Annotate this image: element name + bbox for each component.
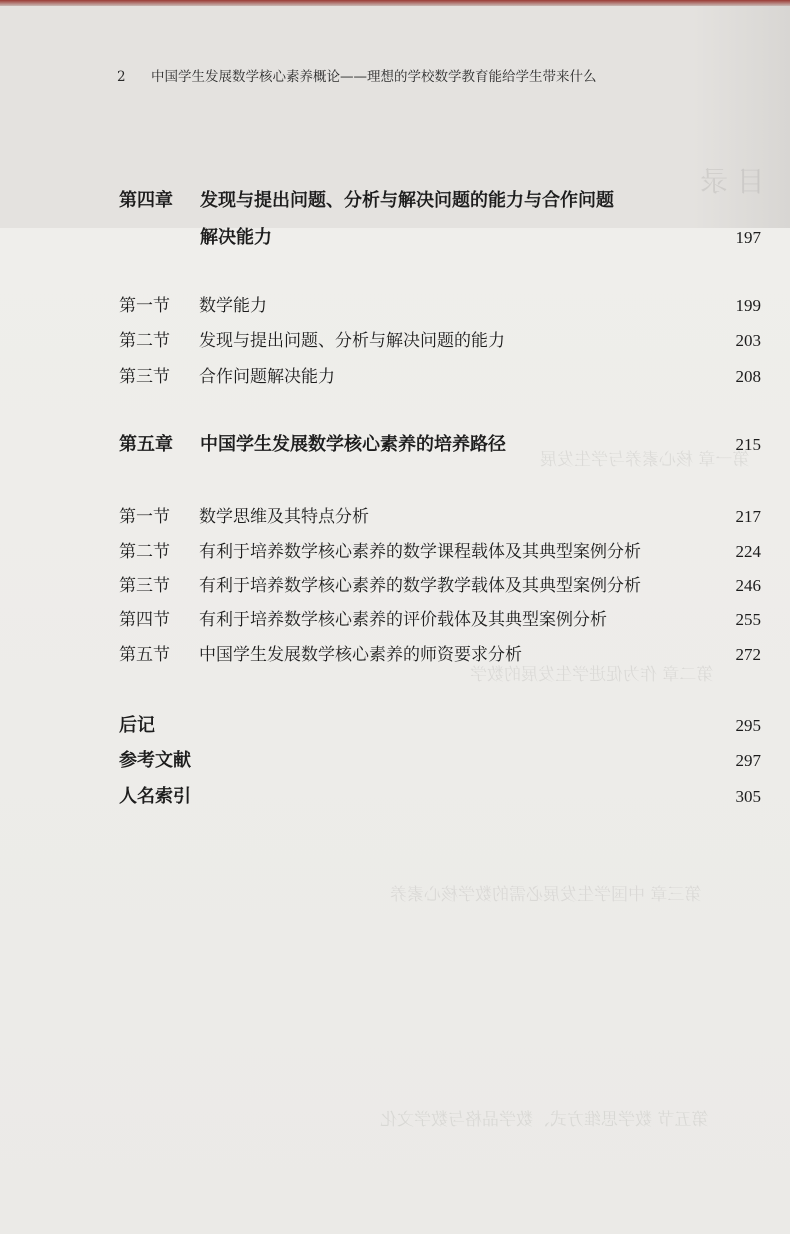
section-title: 发现与提出问题、分析与解决问题的能力 <box>199 331 505 351</box>
chapter-label: 第五章 <box>119 434 173 455</box>
toc-section[interactable] <box>119 291 761 321</box>
toc-backmatter-name-index[interactable] <box>119 782 761 812</box>
toc-section[interactable] <box>119 640 761 670</box>
section-page: 199 <box>735 296 761 315</box>
section-title: 中国学生发展数学核心素养的师资要求分析 <box>199 645 522 665</box>
section-title: 合作问题解决能力 <box>199 367 335 387</box>
section-label: 第二节 <box>119 542 170 562</box>
section-title: 有利于培养数学核心素养的数学教学载体及其典型案例分析 <box>199 576 641 596</box>
show-through-text: 目 录 <box>700 165 765 198</box>
show-through-text: 第五节 数学思维方式、数学品格与数学文化 <box>380 1110 709 1130</box>
chapter-title: 发现与提出问题、分析与解决问题的能力与合作问题 <box>200 190 614 211</box>
section-page: 217 <box>735 507 761 526</box>
section-label: 第五节 <box>119 645 170 665</box>
section-page: 203 <box>735 331 761 350</box>
section-page: 208 <box>735 367 761 386</box>
section-label: 第三节 <box>119 367 170 387</box>
toc-section[interactable] <box>119 326 761 356</box>
toc-section[interactable] <box>119 502 761 532</box>
toc-section[interactable] <box>119 362 761 392</box>
toc-backmatter-postscript[interactable] <box>119 711 761 741</box>
chapter-page: 197 <box>735 228 761 247</box>
running-header <box>117 65 597 85</box>
header-page-number: 2 <box>117 69 126 85</box>
chapter-label: 第四章 <box>119 190 173 211</box>
chapter-title-cont: 解决能力 <box>200 227 272 248</box>
toc-section[interactable] <box>119 605 761 635</box>
section-title: 数学能力 <box>199 296 267 316</box>
backmatter-title: 人名索引 <box>119 786 191 807</box>
show-through-text: 第二章 作为促进学生发展的数学 <box>470 665 714 685</box>
section-label: 第三节 <box>119 576 170 596</box>
section-label: 第二节 <box>119 331 170 351</box>
section-page: 255 <box>735 610 761 629</box>
section-label: 第一节 <box>119 507 170 527</box>
backmatter-title: 后记 <box>119 715 155 736</box>
backmatter-page: 297 <box>735 751 761 770</box>
backmatter-page: 295 <box>735 716 761 735</box>
section-label: 第一节 <box>119 296 170 316</box>
section-title: 有利于培养数学核心素养的数学课程载体及其典型案例分析 <box>199 542 641 562</box>
toc-chapter-4-cont[interactable] <box>119 223 761 253</box>
toc-section[interactable] <box>119 571 761 601</box>
toc-chapter-4[interactable] <box>119 186 761 216</box>
toc-chapter-5[interactable] <box>119 430 761 460</box>
backmatter-title: 参考文献 <box>119 750 191 771</box>
toc-section[interactable] <box>119 537 761 567</box>
backmatter-page: 305 <box>735 787 761 806</box>
show-through-text: 第三章 中国学生发展必需的数学核心素养 <box>390 885 702 905</box>
chapter-page: 215 <box>735 435 761 454</box>
section-label: 第四节 <box>119 610 170 630</box>
section-page: 272 <box>735 645 761 664</box>
section-title: 数学思维及其特点分析 <box>199 507 369 527</box>
section-page: 246 <box>735 576 761 595</box>
chapter-title: 中国学生发展数学核心素养的培养路径 <box>200 434 506 455</box>
header-book-title: 中国学生发展数学核心素养概论——理想的学校数学教育能给学生带来什么 <box>151 69 597 85</box>
toc-backmatter-references[interactable] <box>119 746 761 776</box>
section-title: 有利于培养数学核心素养的评价载体及其典型案例分析 <box>199 610 607 630</box>
section-page: 224 <box>735 542 761 561</box>
show-through-text: 第一章 核心素养与学生发展 <box>540 450 750 470</box>
